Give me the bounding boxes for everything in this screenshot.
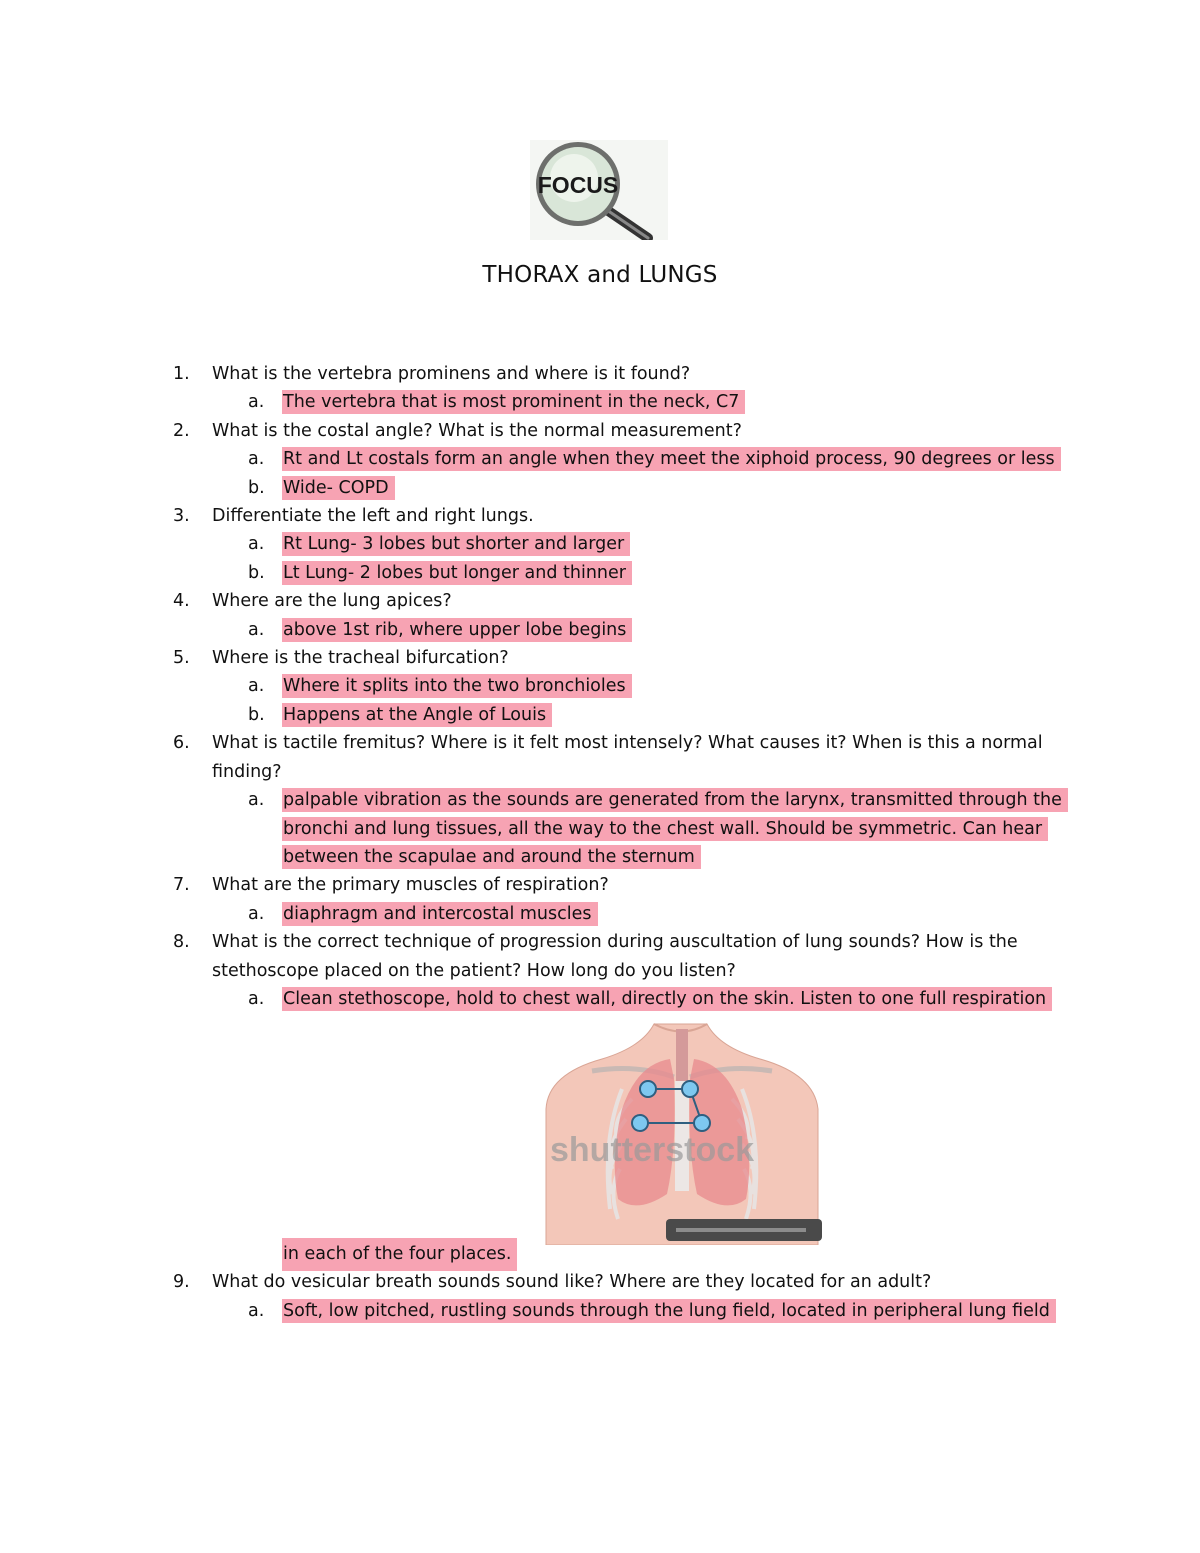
- question-number: 6.: [173, 733, 190, 754]
- answer-item: [0, 530, 1062, 558]
- question-item: [0, 1268, 1052, 1296]
- answer-text: Rt Lung- 3 lobes but shorter and larger: [282, 532, 630, 556]
- question-item: [0, 928, 1052, 985]
- question-item: [0, 502, 1052, 530]
- question-text: Where is the tracheal bifurcation?: [212, 648, 509, 669]
- answer-item: [0, 474, 1062, 502]
- question-text: What is the correct technique of progression during auscultation of lung sounds? How is the stethoscope placed on the patient? How long do you listen?: [212, 932, 1018, 981]
- answer-text: above 1st rib, where upper lobe begins: [282, 618, 632, 642]
- question-number: 2.: [173, 420, 190, 441]
- answer-item: [0, 1297, 1062, 1325]
- question-item: [0, 360, 1052, 388]
- answer-text: Rt and Lt costals form an angle when they meet the xiphoid process, 90 degrees or less: [282, 447, 1061, 471]
- question-item: [0, 417, 1052, 445]
- focus-logo: [530, 140, 668, 240]
- answer-letter: b.: [248, 477, 265, 498]
- page-title: THORAX and LUNGS: [482, 262, 718, 288]
- answer-letter: a.: [248, 619, 265, 640]
- answer-letter: a.: [248, 903, 265, 924]
- answer-letter: a.: [248, 988, 265, 1009]
- answer-item: [0, 388, 1062, 416]
- answer-letter: b.: [248, 704, 265, 725]
- answer-text: palpable vibration as the sounds are generated from the larynx, transmitted through the bronchi and lung tissues, all the way to the chest wall. Should be symmetric. Can hear between the scapulae and around the sternum: [282, 788, 1068, 869]
- question-text: What is the vertebra prominens and where is it found?: [212, 364, 691, 384]
- question-number: 7.: [173, 875, 190, 896]
- question-item: [0, 644, 1052, 672]
- answer-item: [0, 985, 1062, 1013]
- question-text: Where are the lung apices?: [212, 591, 452, 612]
- logo-text: FOCUS: [537, 172, 619, 198]
- question-number: 8.: [173, 932, 190, 953]
- answer-item: [0, 672, 1062, 700]
- answer-text: Lt Lung- 2 lobes but longer and thinner: [282, 561, 632, 585]
- answer-text: Happens at the Angle of Louis: [282, 703, 552, 727]
- answer-text: Where it splits into the two bronchioles: [282, 674, 632, 698]
- question-number: 3.: [173, 506, 190, 527]
- answer-letter: a.: [248, 534, 265, 555]
- chest-diagram-image: [542, 1019, 822, 1245]
- figure-caption: in each of the four places.: [282, 1238, 517, 1270]
- answer-letter: a.: [248, 449, 265, 470]
- question-text: What are the primary muscles of respiration?: [212, 875, 609, 896]
- answer-letter: a.: [248, 1300, 265, 1321]
- question-text: Differentiate the left and right lungs.: [212, 506, 534, 527]
- answer-letter: a.: [248, 676, 265, 697]
- question-item: [0, 729, 1052, 786]
- answer-item: [0, 559, 1062, 587]
- question-item: [0, 587, 1052, 615]
- question-number: 4.: [173, 591, 190, 612]
- answer-text: Soft, low pitched, rustling sounds through the lung field, located in peripheral lung field: [282, 1299, 1056, 1323]
- answer-item: [0, 616, 1062, 644]
- answer-letter: a.: [248, 392, 265, 413]
- question-number: 1.: [173, 364, 190, 384]
- answer-item: [0, 445, 1062, 473]
- question-text: What do vesicular breath sounds sound like? Where are they located for an adult?: [212, 1272, 932, 1293]
- question-text: What is the costal angle? What is the normal measurement?: [212, 420, 742, 441]
- answer-item: [0, 786, 1062, 871]
- question-list: [0, 360, 1200, 1325]
- question-item: [0, 871, 1052, 899]
- question-number: 5.: [173, 648, 190, 669]
- answer-letter: b.: [248, 562, 265, 583]
- answer-item: [0, 900, 1062, 928]
- answer-item: [0, 701, 1062, 729]
- question-text: What is tactile fremitus? Where is it felt most intensely? What causes it? When is this a normal finding?: [212, 733, 1043, 782]
- answer-letter: a.: [248, 790, 265, 811]
- question-number: 9.: [173, 1272, 190, 1293]
- watermark-text: shutterstock: [550, 1131, 755, 1170]
- answer-text: Wide- COPD: [282, 476, 395, 500]
- answer-text: diaphragm and intercostal muscles: [282, 902, 598, 926]
- auscultation-figure: [0, 1013, 1200, 1268]
- answer-text: The vertebra that is most prominent in the neck, C7: [282, 390, 745, 414]
- answer-text: Clean stethoscope, hold to chest wall, directly on the skin. Listen to one full respiration: [282, 987, 1052, 1011]
